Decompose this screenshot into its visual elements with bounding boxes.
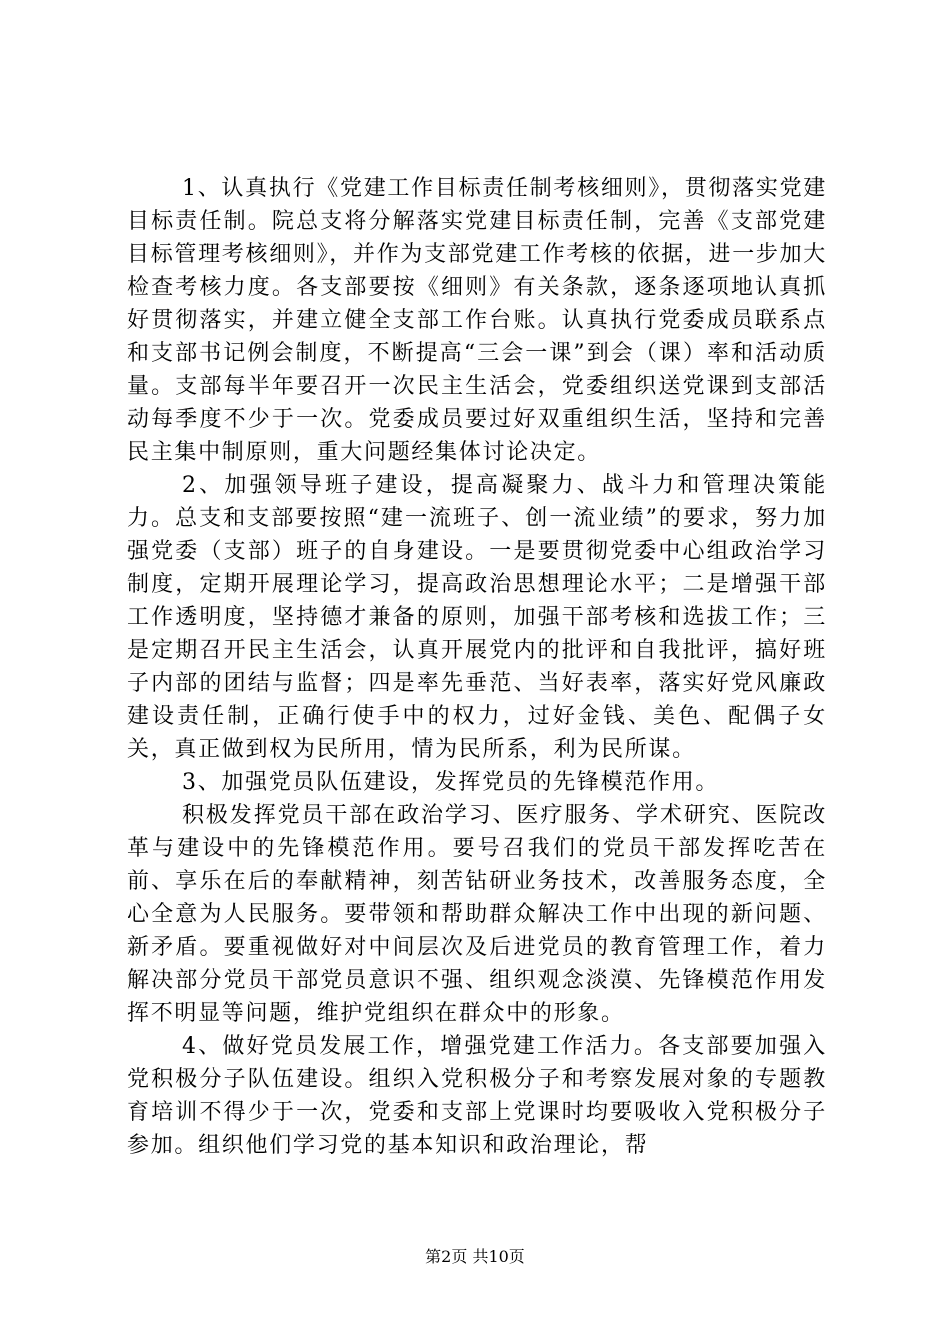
paragraph-5: 4、做好党员发展工作，增强党建工作活力。各支部要加强入党积极分子队伍建设。组织入党积极分子和考察发展对象的专题教育培训不得少于一次，党委和支部上党课时均要吸收入党积极分子参加。组织他们学习党的基本知识和政治理论，帮: [127, 1034, 827, 1158]
paragraph-4: 积极发挥党员干部在政治学习、医疗服务、学术研究、医院改革与建设中的先锋模范作用。要号召我们的党员干部发挥吃苦在前、享乐在后的奉献精神，刻苦钻研业务技术，改善服务态度，全心全意为人民服务。要带领和帮助群众解决工作中出现的新问题、新矛盾。要重视做好对中间层次及后进党员的教育管理工作，着力解决部分党员干部党员意识不强、组织观念淡漠、先锋模范作用发挥不明显等问题，维护党组织在群众中的形象。: [127, 803, 827, 1026]
paragraph-1: 1、认真执行《党建工作目标责任制考核细则》，贯彻落实党建目标责任制。院总支将分解落实党建目标责任制，完善《支部党建目标管理考核细则》，并作为支部党建工作考核的依据，进一步加大检查考核力度。各支部要按《细则》有关条款，逐条逐项地认真抓好贯彻落实，并建立健全支部工作台账。认真执行党委成员联系点和支部书记例会制度，不断提高“三会一课”到会（课）率和活动质量。支部每半年要召开一次民主生活会，党委组织送党课到支部活动每季度不少于一次。党委成员要过好双重组织生活，坚持和完善民主集中制原则，重大问题经集体讨论决定。: [127, 176, 828, 465]
document-body: [127, 172, 827, 1162]
paragraph-3: 3、加强党员队伍建设，发挥党员的先锋模范作用。: [182, 770, 720, 795]
page-number-footer: 第2页 共10页: [425, 1247, 525, 1266]
paragraph-2: 2、加强领导班子建设，提高凝聚力、战斗力和管理决策能力。总支和支部要按照“建一流班子、创一流业绩”的要求，努力加强党委（支部）班子的自身建设。一是要贯彻党委中心组政治学习制度，定期开展理论学习，提高政治思想理论水平；二是增强干部工作透明度，坚持德才兼备的原则，加强干部考核和选拔工作；三是定期召开民主生活会，认真开展党内的批评和自我批评，搞好班子内部的团结与监督；四是率先垂范、当好表率，落实好党风廉政建设责任制，正确行使手中的权力，过好金钱、美色、配偶子女关，真正做到权为民所用，情为民所系，利为民所谋。: [127, 473, 827, 762]
